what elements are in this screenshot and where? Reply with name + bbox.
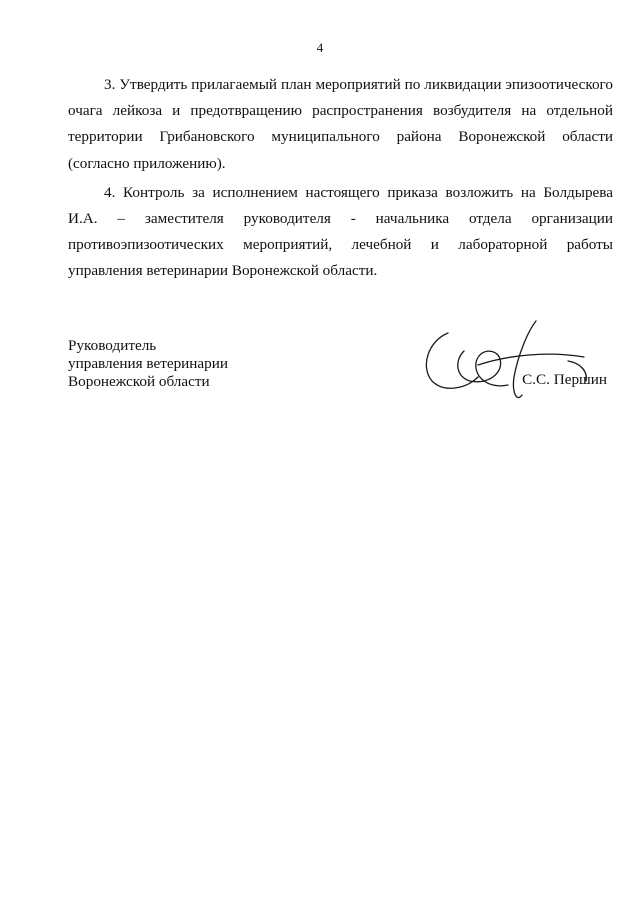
signer-name: С.С. Першин (522, 371, 607, 388)
signer-role-line: управления ветеринарии (68, 355, 229, 372)
handwritten-signature (418, 315, 608, 415)
signer-role-line: Руководитель (68, 337, 157, 354)
signer-role-line: Воронежской области (68, 373, 210, 390)
paragraph-item-4: 4. Контроль за исполнением настоящего приказа возложить на Болдырева И.А. – заместителя руководителя - начальника отдела организации противоэпизоотических мероприятий, лечебной и лабораторной работы управления ветеринарии Воронежской области. (68, 183, 613, 280)
signature-block (68, 337, 613, 417)
page-number: 4 (316, 40, 324, 55)
document-body (68, 72, 613, 285)
paragraph-item-3: 3. Утвердить прилагаемый план мероприятий по ликвидации эпизоотического очага лейкоза и предотвращению распространения возбудителя на отдельной территории Грибановского муниципального района Воронежской области (согласно приложению). (68, 76, 613, 172)
